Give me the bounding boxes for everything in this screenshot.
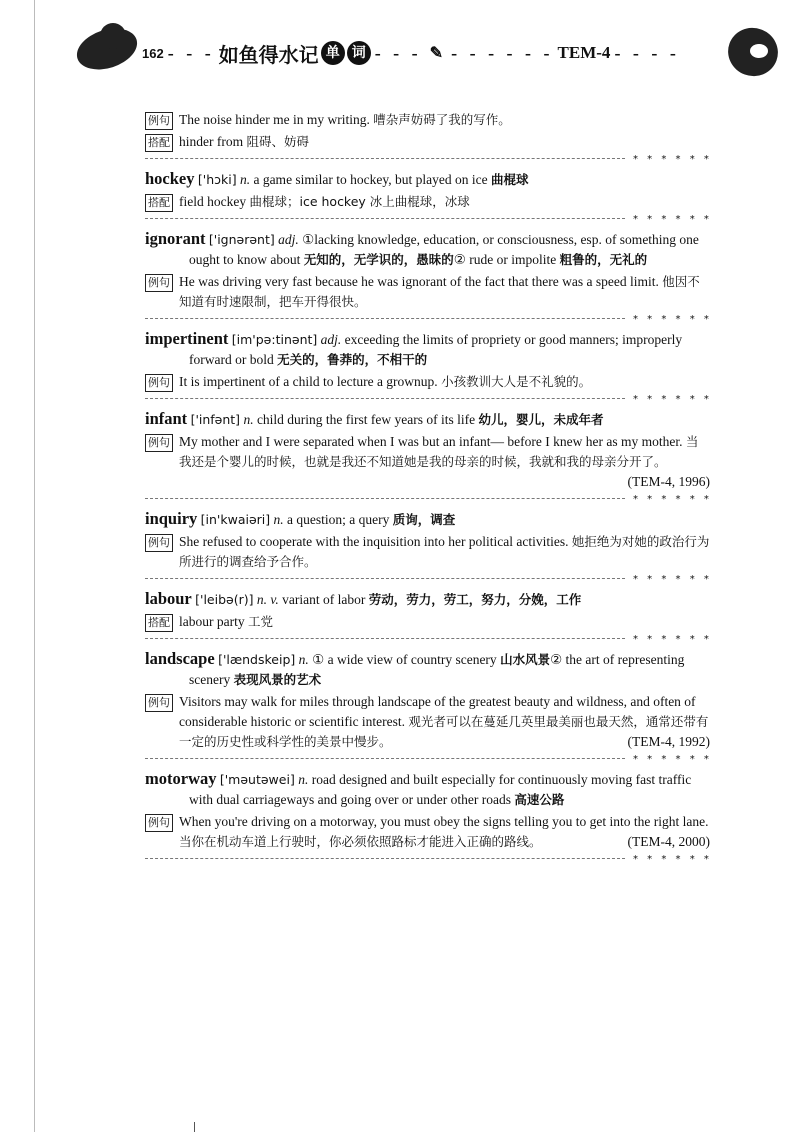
example-en: The noise hinder me in my writing. <box>179 112 374 127</box>
example-row <box>145 432 710 492</box>
headword: infant <box>145 409 188 428</box>
circle-char-dan: 单 <box>321 41 345 65</box>
definition2-cn: 表现风景的艺术 <box>233 672 322 687</box>
header-dashes: - - - - <box>614 42 680 63</box>
entry-ignorant <box>145 229 712 325</box>
stars-rating: * * * * * * <box>633 154 712 165</box>
circle-char-ci: 词 <box>347 41 371 65</box>
stars-rating: * * * * * * <box>633 314 712 325</box>
stars-rating: * * * * * * <box>633 214 712 225</box>
header-dashes: - - - <box>374 42 422 63</box>
headword: ignorant <box>145 229 206 248</box>
collocation-row <box>145 192 710 212</box>
collocation-tag: 搭配 <box>145 614 173 632</box>
collocation-cn: 工党 <box>247 614 273 629</box>
part-of-speech: n. <box>243 412 254 427</box>
collocation-row <box>145 612 710 632</box>
series-label: TEM-4 <box>557 43 611 62</box>
definition <box>145 229 710 270</box>
entry-landscape <box>145 649 712 765</box>
stars-rating: * * * * * * <box>633 854 712 865</box>
definition <box>145 769 710 810</box>
fish-icon: ✎ <box>429 45 444 62</box>
definition <box>145 409 710 430</box>
definition <box>145 649 710 690</box>
entry-motorway <box>145 769 712 865</box>
collocation-cn: 阻碍、妨碍 <box>246 134 309 149</box>
part-of-speech: n. <box>298 652 309 667</box>
part-of-speech: n. v. <box>256 592 279 607</box>
header-dashes: - - - - - - <box>451 42 554 63</box>
definition-en: a question; a query <box>287 512 393 527</box>
example-row <box>145 812 710 852</box>
headword: landscape <box>145 649 215 668</box>
example-tag: 例句 <box>145 274 173 292</box>
example-tag: 例句 <box>145 534 173 552</box>
phonetic: ['ignərənt] <box>208 232 275 247</box>
exam-source: (TEM-4, 2000) <box>627 834 710 849</box>
definition <box>145 589 710 610</box>
dictionary-content <box>145 108 710 869</box>
page-number: 162 <box>142 45 164 61</box>
stars-rating: * * * * * * <box>633 494 712 505</box>
example-row <box>145 372 710 392</box>
definition-en: road designed and built especially for continuously moving fast traffic with dual carriageways and going over or under other roads <box>189 772 692 807</box>
example-cn: 当我还是个婴儿的时候，也就是我还不知道她是我的母亲的时候，我就和我的母亲分开了。 <box>179 434 699 469</box>
example-tag: 例句 <box>145 434 173 452</box>
stars-rating: * * * * * * <box>633 634 712 645</box>
definition-cn: 无知的，无学识的，愚昧的 <box>303 252 454 267</box>
page-spine-line <box>34 0 35 1132</box>
page-header <box>60 18 780 78</box>
definition-en: ① a wide view of country scenery <box>312 652 501 667</box>
part-of-speech: adj. <box>278 232 299 247</box>
example-en: It is impertinent of a child to lecture a grownup. <box>179 374 442 389</box>
definition <box>145 509 710 530</box>
example-tag: 例句 <box>145 694 173 712</box>
collocation-row <box>145 132 710 152</box>
definition <box>145 169 710 190</box>
stars-rating: * * * * * * <box>633 574 712 585</box>
header-dashes: - - - <box>167 42 215 63</box>
collocation-cn: 曲棍球；ice hockey 冰上曲棍球，冰球 <box>249 194 470 209</box>
example-en: He was driving very fast because he was ignorant of the fact that there was a speed limit. <box>179 274 663 289</box>
part-of-speech: n. <box>298 772 309 787</box>
headword: motorway <box>145 769 217 788</box>
book-title: 如鱼得水记 <box>218 42 319 67</box>
entry-impertinent <box>145 329 712 405</box>
header-row <box>142 38 732 68</box>
part-of-speech: adj. <box>320 332 342 347</box>
definition-en: child during the first few years of its life <box>256 412 479 427</box>
headword: inquiry <box>145 509 198 528</box>
definition-cn: 无关的，鲁莽的，不相干的 <box>277 352 428 367</box>
definition-cn: 曲棍球 <box>491 172 529 187</box>
ink-decoration-left-icon <box>100 23 126 49</box>
example-tag: 例句 <box>145 814 173 832</box>
separator <box>145 634 712 645</box>
page-mark <box>194 1122 195 1132</box>
part-of-speech: n. <box>239 172 251 187</box>
example-cn: 当你在机动车道上行驶时，你必须依照路标才能进入正确的路线。 <box>179 834 542 849</box>
entry-labour <box>145 589 712 645</box>
part-of-speech: n. <box>273 512 284 527</box>
definition2-cn: 粗鲁的，无礼的 <box>559 252 648 267</box>
exam-source: (TEM-4, 1992) <box>627 734 710 749</box>
definition <box>145 329 710 370</box>
example-row <box>145 110 710 130</box>
example-cn: 小孩教训大人是不礼貌的。 <box>441 374 592 389</box>
phonetic: [in'kwaiəri] <box>200 512 271 527</box>
definition2-en: ② the art of representing scenery <box>189 652 685 687</box>
entry-inquiry <box>145 509 712 585</box>
separator <box>145 574 712 585</box>
stars-rating: * * * * * * <box>633 754 712 765</box>
entry-infant <box>145 409 712 505</box>
definition-en: ①lacking knowledge, education, or consciousness, esp. of something one ought to know about <box>189 232 699 267</box>
headword: impertinent <box>145 329 229 348</box>
separator <box>145 154 712 165</box>
entry-hockey <box>145 169 712 225</box>
definition-cn: 幼儿，婴儿，未成年者 <box>478 412 604 427</box>
definition-cn: 劳动，劳力，劳工，努力，分娩，工作 <box>368 592 582 607</box>
example-en: When you're driving on a motorway, you must obey the signs telling you to get into the right lane. <box>179 814 709 829</box>
phonetic: ['məutəwei] <box>219 772 295 787</box>
definition-en: exceeding the limits of propriety or good manners; improperly forward or bold <box>189 332 683 367</box>
definition2-en: ② rude or impolite <box>453 252 560 267</box>
collocation-tag: 搭配 <box>145 134 173 152</box>
phonetic: ['lændskeip] <box>218 652 296 667</box>
collocation-en: labour party <box>179 614 248 629</box>
separator <box>145 854 712 865</box>
example-tag: 例句 <box>145 112 173 130</box>
collocation-en: hinder from <box>179 134 247 149</box>
headword: labour <box>145 589 192 608</box>
separator <box>145 394 712 405</box>
example-row <box>145 272 710 312</box>
example-en: My mother and I were separated when I was but an infant— before I knew her as my mother. <box>179 434 686 449</box>
definition-en: variant of labor <box>282 592 369 607</box>
separator <box>145 754 712 765</box>
separator <box>145 494 712 505</box>
separator <box>145 214 712 225</box>
definition-cn: 山水风景 <box>500 652 551 667</box>
example-en: Visitors may walk for miles through landscape of the greatest beauty and wildness, and often of considerable historic or scientific interest. <box>179 694 696 729</box>
collocation-tag: 搭配 <box>145 194 173 212</box>
definition-en: a game similar to hockey, but played on ice <box>253 172 492 187</box>
leaf-decoration-right-icon <box>750 44 768 58</box>
collocation-en: field hockey <box>179 194 250 209</box>
headword: hockey <box>145 169 195 188</box>
separator <box>145 314 712 325</box>
example-cn: 观光者可以在蔓延几英里最美丽也最天然，通常还带有一定的历史性或科学性的美景中慢步。 <box>179 714 709 749</box>
example-row <box>145 692 710 752</box>
example-cn: 他因不知道有时速限制，把车开得很快。 <box>179 274 700 309</box>
example-en: She refused to cooperate with the inquisition into her political activities. <box>179 534 572 549</box>
example-cn: 她拒绝为对她的政治行为所进行的调查给予合作。 <box>179 534 710 569</box>
phonetic: ['leibə(r)] <box>195 592 254 607</box>
stars-rating: * * * * * * <box>633 394 712 405</box>
entry-hinder <box>145 110 712 165</box>
phonetic: ['hɔki] <box>197 172 237 187</box>
example-row <box>145 532 710 572</box>
exam-source: (TEM-4, 1996) <box>627 474 710 489</box>
phonetic: ['infənt] <box>190 412 241 427</box>
definition-cn: 质询，调查 <box>392 512 456 527</box>
example-cn: 嘈杂声妨碍了我的写作。 <box>373 112 511 127</box>
definition-cn: 高速公路 <box>514 792 565 807</box>
phonetic: [im'pə:tinənt] <box>231 332 318 347</box>
example-tag: 例句 <box>145 374 173 392</box>
